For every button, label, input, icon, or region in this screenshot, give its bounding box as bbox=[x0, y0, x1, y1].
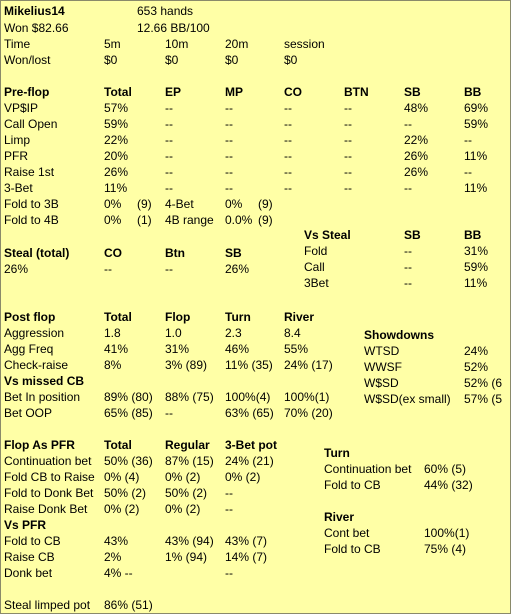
preflop-cell: 20% bbox=[104, 149, 129, 163]
river-row-label: Cont bet bbox=[324, 526, 370, 540]
wonlost-value: $0 bbox=[104, 53, 118, 67]
preflop-cell: -- bbox=[404, 181, 412, 195]
wonlost-value: $0 bbox=[165, 53, 179, 67]
flop-pfr-cell: 0% (4) bbox=[104, 470, 140, 484]
time-label: Time bbox=[4, 37, 31, 51]
vs-pfr-cell: 43% (94) bbox=[165, 534, 214, 548]
preflop-cell: -- bbox=[344, 101, 352, 115]
turn-row-label: Fold to CB bbox=[324, 478, 381, 492]
preflop-cell: 48% bbox=[404, 101, 429, 115]
preflop-cell: -- bbox=[284, 181, 292, 195]
vs-pfr-cell: -- bbox=[225, 566, 233, 580]
vs-steal-row-label: Call bbox=[304, 260, 325, 274]
preflop-cell: 11% bbox=[464, 181, 488, 195]
flop-pfr-cell: 87% (15) bbox=[165, 454, 214, 468]
preflop-cell: -- bbox=[464, 165, 472, 179]
preflop-cell: -- bbox=[165, 101, 173, 115]
showdowns-title: Showdowns bbox=[364, 328, 434, 342]
fold4b-value2: 0.0% bbox=[225, 213, 253, 227]
missed-cb-cell: 88% (75) bbox=[165, 390, 214, 404]
vs-steal-row-label: 3Bet bbox=[304, 276, 329, 290]
won-amount: Won $82.66 bbox=[4, 21, 69, 35]
steal-header: Btn bbox=[165, 246, 185, 260]
preflop-cell: -- bbox=[165, 165, 173, 179]
showdown-value: 24% bbox=[464, 344, 489, 358]
fold3b-value2: 0% bbox=[225, 197, 243, 211]
postflop-cell: 24% (17) bbox=[284, 358, 333, 372]
missed-cb-row-label: Bet In position bbox=[4, 390, 81, 404]
fold4b-value: 0% bbox=[104, 213, 122, 227]
preflop-cell: -- bbox=[225, 101, 233, 115]
fold3b-count: (9) bbox=[137, 197, 152, 211]
time-col: 10m bbox=[165, 37, 189, 51]
wonlost-value: $0 bbox=[225, 53, 239, 67]
river-row-label: Fold to CB bbox=[324, 542, 381, 556]
preflop-cell: -- bbox=[464, 133, 472, 147]
showdown-value: 57% (5 bbox=[464, 392, 503, 406]
vs-steal-row-label: Fold bbox=[304, 244, 328, 258]
postflop-cell: 55% bbox=[284, 342, 309, 356]
preflop-cell: -- bbox=[344, 117, 352, 131]
preflop-row-label: VP$IP bbox=[4, 101, 39, 115]
vs-pfr-row-label: Raise CB bbox=[4, 550, 55, 564]
vs-steal-title: Vs Steal bbox=[304, 228, 351, 242]
showdown-value: 52% bbox=[464, 360, 489, 374]
preflop-header: BTN bbox=[344, 85, 369, 99]
preflop-header: EP bbox=[165, 85, 182, 99]
bb-per-100: 12.66 BB/100 bbox=[137, 21, 210, 35]
preflop-cell: -- bbox=[225, 165, 233, 179]
river-row-value: 75% (4) bbox=[424, 542, 467, 556]
flop-pfr-row-label: Continuation bet bbox=[4, 454, 92, 468]
preflop-cell: -- bbox=[344, 133, 352, 147]
postflop-cell: 3% (89) bbox=[165, 358, 208, 372]
postflop-cell: 8% bbox=[104, 358, 122, 372]
steal-header: SB bbox=[225, 246, 242, 260]
missed-cb-cell: -- bbox=[165, 406, 173, 420]
missed-cb-row-label: Bet OOP bbox=[4, 406, 53, 420]
preflop-cell: 11% bbox=[464, 149, 488, 163]
flop-pfr-header: Flop As PFR bbox=[4, 438, 75, 452]
vs-pfr-row-label: Fold to CB bbox=[4, 534, 61, 548]
preflop-cell: -- bbox=[165, 149, 173, 163]
preflop-row-label: 3-Bet bbox=[4, 181, 33, 195]
preflop-row-label: Limp bbox=[4, 133, 31, 147]
steal-value: 26% bbox=[4, 262, 29, 276]
vs-pfr-cell: 43% (7) bbox=[225, 534, 268, 548]
flop-pfr-cell: -- bbox=[225, 486, 233, 500]
player-name: Mikelius14 bbox=[4, 4, 65, 18]
preflop-cell: -- bbox=[165, 133, 173, 147]
preflop-header: CO bbox=[284, 85, 302, 99]
preflop-cell: 57% bbox=[104, 101, 129, 115]
preflop-cell: 59% bbox=[104, 117, 129, 131]
showdown-label: W$SD(ex small) bbox=[364, 392, 451, 406]
fold4b-count: (1) bbox=[137, 213, 152, 227]
preflop-cell: 26% bbox=[404, 165, 429, 179]
steal-header: CO bbox=[104, 246, 122, 260]
river-row-value: 100%(1) bbox=[424, 526, 470, 540]
preflop-cell: -- bbox=[225, 149, 233, 163]
vs-pfr-cell: 1% (94) bbox=[165, 550, 208, 564]
showdown-value: 52% (6 bbox=[464, 376, 503, 390]
flop-pfr-cell: 50% (2) bbox=[104, 486, 147, 500]
steal-value: -- bbox=[165, 262, 173, 276]
flop-pfr-cell: 50% (2) bbox=[165, 486, 208, 500]
steal-limped-value: 86% (51) bbox=[104, 598, 153, 612]
vs-steal-cell: 59% bbox=[464, 260, 489, 274]
vs-pfr-title: Vs PFR bbox=[4, 518, 47, 532]
preflop-cell: -- bbox=[165, 117, 173, 131]
time-col: 20m bbox=[225, 37, 249, 51]
flop-pfr-row-label: Fold to Donk Bet bbox=[4, 486, 94, 500]
preflop-cell: -- bbox=[284, 165, 292, 179]
fold3b-label2: 4-Bet bbox=[165, 197, 194, 211]
postflop-header: Post flop bbox=[4, 310, 56, 324]
time-col: 5m bbox=[104, 37, 121, 51]
vs-pfr-cell: 2% bbox=[104, 550, 122, 564]
vs-steal-cell: 31% bbox=[464, 244, 489, 258]
turn-row-label: Continuation bet bbox=[324, 462, 412, 476]
postflop-cell: 41% bbox=[104, 342, 129, 356]
fold3b-count2: (9) bbox=[258, 197, 273, 211]
vs-steal-cell: -- bbox=[404, 260, 412, 274]
fold4b-count2: (9) bbox=[258, 213, 273, 227]
preflop-cell: 26% bbox=[104, 165, 129, 179]
preflop-cell: 22% bbox=[104, 133, 129, 147]
postflop-header: River bbox=[284, 310, 315, 324]
preflop-cell: 69% bbox=[464, 101, 489, 115]
preflop-cell: -- bbox=[344, 181, 352, 195]
postflop-cell: 1.0 bbox=[165, 326, 182, 340]
flop-pfr-row-label: Raise Donk Bet bbox=[4, 502, 88, 516]
preflop-cell: -- bbox=[284, 149, 292, 163]
flop-pfr-header: Total bbox=[104, 438, 132, 452]
missed-cb-title: Vs missed CB bbox=[4, 374, 85, 388]
postflop-cell: 11% (35) bbox=[225, 358, 273, 372]
river-title: River bbox=[324, 510, 355, 524]
showdown-label: WWSF bbox=[364, 360, 402, 374]
preflop-cell: -- bbox=[225, 133, 233, 147]
fold4b-label2: 4B range bbox=[165, 213, 214, 227]
preflop-cell: -- bbox=[284, 133, 292, 147]
showdown-label: W$SD bbox=[364, 376, 399, 390]
missed-cb-cell: 63% (65) bbox=[225, 406, 274, 420]
missed-cb-cell: 100%(4) bbox=[225, 390, 271, 404]
steal-value: -- bbox=[104, 262, 112, 276]
preflop-header: MP bbox=[225, 85, 243, 99]
flop-pfr-cell: 0% (2) bbox=[165, 502, 201, 516]
flop-pfr-cell: -- bbox=[225, 502, 233, 516]
fold3b-label: Fold to 3B bbox=[4, 197, 59, 211]
preflop-header: SB bbox=[404, 85, 421, 99]
preflop-row-label: PFR bbox=[4, 149, 28, 163]
postflop-header: Total bbox=[104, 310, 132, 324]
preflop-cell: 22% bbox=[404, 133, 429, 147]
preflop-cell: 11% bbox=[104, 181, 128, 195]
flop-pfr-cell: 24% (21) bbox=[225, 454, 274, 468]
showdown-label: WTSD bbox=[364, 344, 400, 358]
vs-steal-cell: -- bbox=[404, 244, 412, 258]
flop-pfr-header: Regular bbox=[165, 438, 210, 452]
preflop-cell: -- bbox=[284, 117, 292, 131]
flop-pfr-cell: 50% (36) bbox=[104, 454, 153, 468]
preflop-cell: 59% bbox=[464, 117, 489, 131]
preflop-cell: -- bbox=[165, 181, 173, 195]
wonlost-value: $0 bbox=[284, 53, 298, 67]
vs-pfr-cell: 4% -- bbox=[104, 566, 133, 580]
steal-value: 26% bbox=[225, 262, 250, 276]
fold3b-value: 0% bbox=[104, 197, 122, 211]
preflop-cell: -- bbox=[225, 181, 233, 195]
postflop-cell: 2.3 bbox=[225, 326, 242, 340]
vs-steal-cell: -- bbox=[404, 276, 412, 290]
vs-steal-header: BB bbox=[464, 228, 482, 242]
vs-pfr-cell: 43% bbox=[104, 534, 129, 548]
wonlost-label: Won/lost bbox=[4, 53, 51, 67]
turn-title: Turn bbox=[324, 446, 350, 460]
postflop-cell: 1.8 bbox=[104, 326, 121, 340]
preflop-cell: -- bbox=[404, 117, 412, 131]
flop-pfr-row-label: Fold CB to Raise bbox=[4, 470, 95, 484]
fold4b-label: Fold to 4B bbox=[4, 213, 59, 227]
preflop-cell: -- bbox=[344, 149, 352, 163]
vs-steal-header: SB bbox=[404, 228, 421, 242]
postflop-header: Flop bbox=[165, 310, 191, 324]
missed-cb-cell: 100%(1) bbox=[284, 390, 330, 404]
preflop-row-label: Raise 1st bbox=[4, 165, 55, 179]
vs-steal-cell: 11% bbox=[464, 276, 488, 290]
steal-limped-label: Steal limped pot bbox=[4, 598, 91, 612]
postflop-cell: 46% bbox=[225, 342, 250, 356]
postflop-header: Turn bbox=[225, 310, 251, 324]
postflop-row-label: Agg Freq bbox=[4, 342, 54, 356]
vs-pfr-cell: 14% (7) bbox=[225, 550, 268, 564]
missed-cb-cell: 65% (85) bbox=[104, 406, 153, 420]
turn-row-value: 60% (5) bbox=[424, 462, 467, 476]
preflop-header: Pre-flop bbox=[4, 85, 50, 99]
hands-count: 653 hands bbox=[137, 4, 194, 18]
time-col: session bbox=[284, 37, 325, 51]
postflop-row-label: Check-raise bbox=[4, 358, 69, 372]
flop-pfr-cell: 0% (2) bbox=[104, 502, 140, 516]
preflop-cell: -- bbox=[344, 165, 352, 179]
postflop-cell: 8.4 bbox=[284, 326, 301, 340]
flop-pfr-header: 3-Bet pot bbox=[225, 438, 277, 452]
preflop-row-label: Call Open bbox=[4, 117, 58, 131]
steal-title: Steal (total) bbox=[4, 246, 70, 260]
preflop-cell: -- bbox=[284, 101, 292, 115]
preflop-cell: 26% bbox=[404, 149, 429, 163]
preflop-header: Total bbox=[104, 85, 132, 99]
missed-cb-cell: 70% (20) bbox=[284, 406, 333, 420]
postflop-cell: 31% bbox=[165, 342, 190, 356]
preflop-cell: -- bbox=[225, 117, 233, 131]
missed-cb-cell: 89% (80) bbox=[104, 390, 153, 404]
turn-row-value: 44% (32) bbox=[424, 478, 473, 492]
preflop-header: BB bbox=[464, 85, 482, 99]
postflop-row-label: Aggression bbox=[4, 326, 65, 340]
flop-pfr-cell: 0% (2) bbox=[225, 470, 261, 484]
vs-pfr-row-label: Donk bet bbox=[4, 566, 53, 580]
flop-pfr-cell: 0% (2) bbox=[165, 470, 201, 484]
